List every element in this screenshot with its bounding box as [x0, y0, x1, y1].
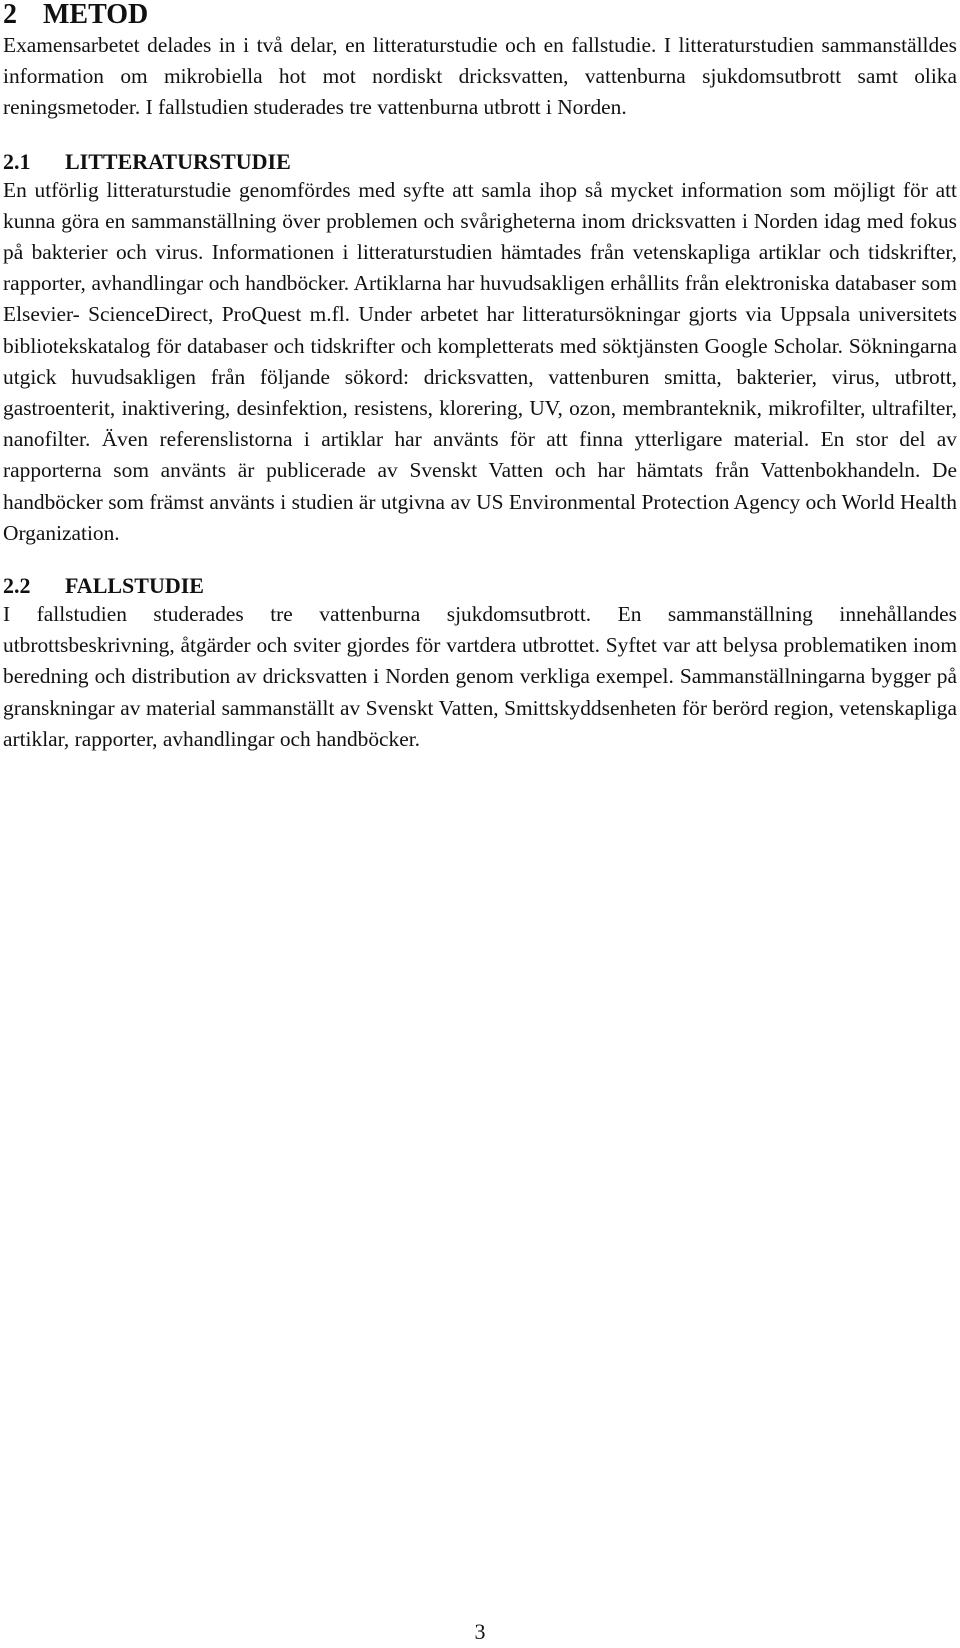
subsection-heading-litteraturstudie: [3, 149, 957, 175]
document-page: [3, 0, 957, 755]
fallstudie-paragraph: I fallstudien studerades tre vattenburna sjukdomsutbrott. En sammanställning innehållandes utbrottsbeskrivning, åtgärder och sviter gjordes för vartdera utbrottet. Syftet var att belysa problematiken inom beredning och distribution av dricksvatten i Norden genom verkliga exempel. Sammanställningarna bygger på granskningar av material sammanställt av Svenskt Vatten, Smittskyddsenheten för berörd region, vetenskapliga artiklar, rapporter, avhandlingar och handböcker.: [3, 602, 957, 751]
page-number: 3: [474, 1619, 486, 1644]
subsection-title: LITTERATURSTUDIE: [65, 148, 291, 174]
subsection-number: 2.2: [3, 573, 31, 599]
litteraturstudie-paragraph: En utförlig litteraturstudie genomfördes med syfte att samla ihop så mycket information som möjligt för att kunna göra en sammanställning över problemen och svårigheterna inom dricksvatten i Norden idag med fokus på bakterier och virus. Informationen i litteraturstudien hämtades från vetenskapliga artiklar och tidskrifter, rapporter, avhandlingar och handböcker. Artiklarna har huvudsakligen erhållits från elektroniska databaser som Elsevier- ScienceDirect, ProQuest m.fl. Under arbetet har litteratursökningar gjorts via Uppsala universitets bibliotekskatalog för databaser och tidskrifter och kompletterats med söktjänsten Google Scholar. Sökningarna utgick huvudsakligen från följande sökord: dricksvatten, vattenburen smitta, bakterier, virus, utbrott, gastroenterit, inaktivering, desinfektion, resistens, klorering, UV, ozon, membranteknik, mikrofilter, ultrafilter, nanofilter. Även referenslistorna i artiklar har använts för att finna ytterligare material. En stor del av rapporterna som använts är publicerade av Svenskt Vatten och har hämtats från Vattenbokhandeln. De handböcker som främst använts i studien är utgivna av US Environmental Protection Agency och World Health Organization.: [3, 177, 957, 545]
section-number: 2: [3, 0, 17, 30]
section-intro-paragraph: Examensarbetet delades in i två delar, en litteraturstudie och en fallstudie. I litteraturstudien sammanställdes information om mikrobiella hot mot nordiskt dricksvatten, vattenburna sjukdomsutbrott samt olika reningsmetoder. I fallstudien studerades tre vattenburna utbrott i Norden.: [3, 33, 957, 120]
subsection-heading-fallstudie: [3, 573, 957, 599]
subsection-title: FALLSTUDIE: [65, 573, 204, 599]
subsection-number: 2.1: [3, 148, 31, 174]
section-heading: [3, 0, 957, 30]
section-title: METOD: [43, 0, 149, 30]
